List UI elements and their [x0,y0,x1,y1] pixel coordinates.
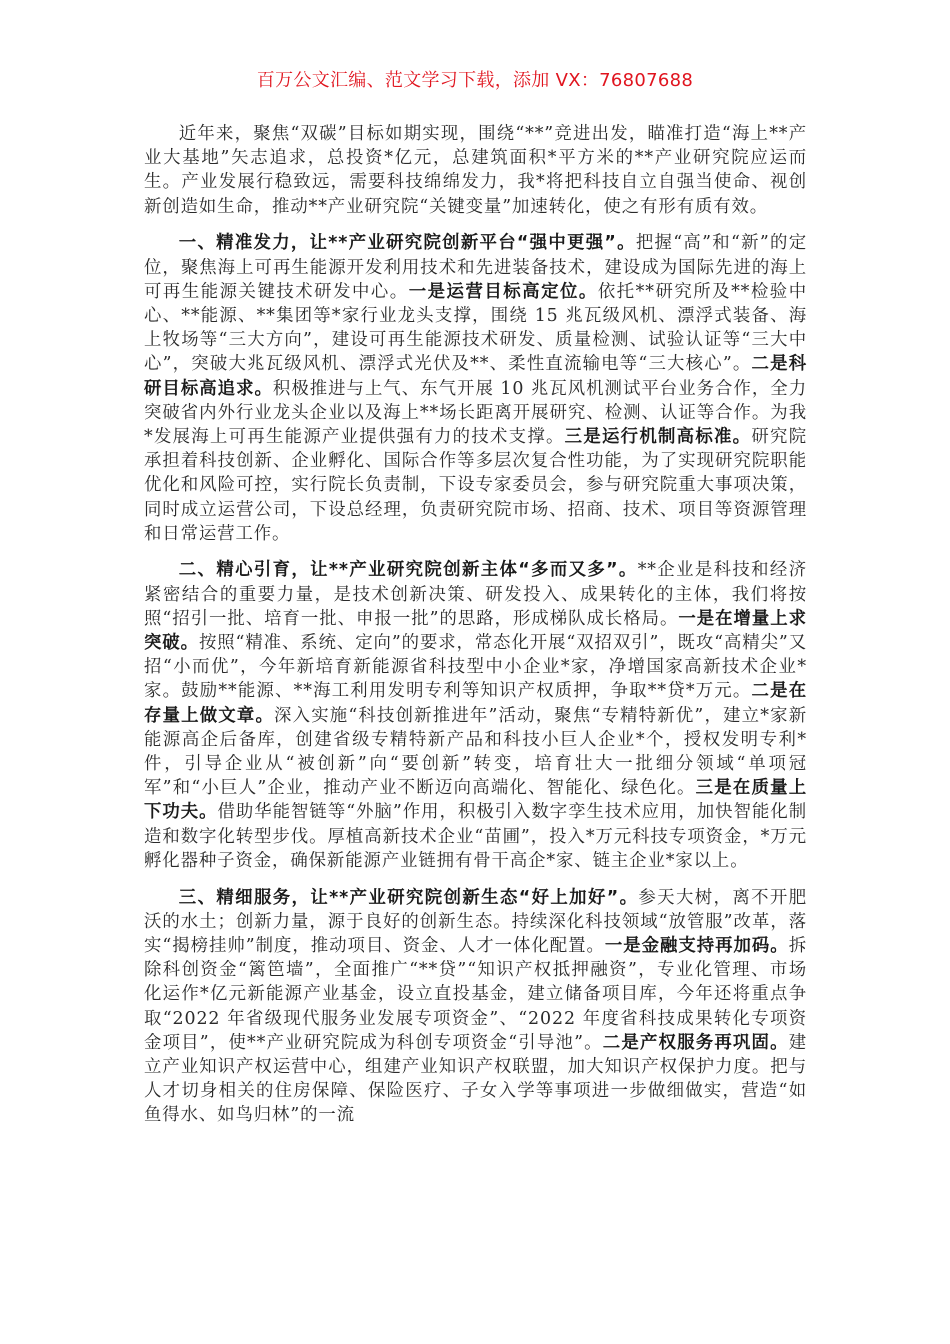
text-segment: 研究院承担着科技创新、企业孵化、国际合作等多层次复合性功能，为了实现研究院职能优化和风险可控，实行院长负责制，下设专家委员会，参与研究院重大事项决策，同时成立运营公司，下设总经理，负责研究院市场、招商、技术、项目等资源管理和日常运营工作。 [144,426,807,544]
text-segment: 依托**研究所及**检验中心、**能源、**集团等*家行业龙头支撑，围绕 15 兆瓦级风机、漂浮式装备、海上牧场等“三大方向”，建设可再生能源技术研发、质量检测、试验认证等“三大中心”，突破大兆瓦级风机、漂浮式光伏及**、柔性直流输电等“三大核心”。 [144,281,807,375]
section-2-paragraph [144,558,807,873]
text-segment: 近年来，聚焦“双碳”目标如期实现，围绕“**”竞进出发，瞄准打造“海上**产业大基地”矢志追求，总投资*亿元，总建筑面积*平方米的**产业研究院应运而生。产业发展行稳致远，需要科技绵绵发力，我*将把科技自立自强当使命、视创新创造如生命，推动**产业研究院“关键变量”加速转化，使之有形有质有效。 [144,124,807,217]
text-segment: 深入实施“科技创新推进年”活动，聚焦“专精特新优”，建立*家新能源高企后备库，创建省级专精特新产品和科技小巨人企业*个，授权发明专利*件，引导企业从“被创新”向“要创新”转变，培育壮大一批细分领域“单项冠军”和“小巨人”企业，推动产业不断迈向高端化、智能化、绿色化。 [144,705,807,799]
section-2-heading: 二、精心引育，让**产业研究院创新主体“多而又多”。 [178,560,638,581]
section-1-paragraph [144,231,807,546]
subpoint-heading: 二是科研目标高追求。 [144,354,807,399]
watermark-banner: 百万公文汇编、范文学习下载，添加 VX：76807688 [256,70,694,91]
text-segment: 借助华能智链等“外脑”作用，积极引入数字孪生技术应用，加快智能化制造和数字化转型步伐。厚植高新技术企业“苗圃”，投入*万元科技专项资金，*万元孵化器种子资金，确保新能源产业链拥有骨干高企*家、链主企业*家以上。 [144,802,807,871]
text-segment: **企业是科技和经济紧密结合的重要力量，是技术创新决策、研发投入、成果转化的主体，我们将按照“招引一批、培育一批、申报一批”的思路，形成梯队成长格局。 [144,560,807,629]
document-body [144,122,807,1140]
section-1-heading: 一、精准发力，让**产业研究院创新平台“强中更强”。 [178,233,636,254]
text-segment: 把握“高”和“新”的定位，聚焦海上可再生能源开发利用技术和先进装备技术，建设成为国际先进的海上可再生能源关键技术研发中心。 [144,233,807,302]
subpoint-heading: 一是运营目标高定位。 [408,281,598,302]
intro-paragraph [144,122,807,219]
text-segment: 按照“精准、系统、定向”的要求，常态化开展“双招双引”，既攻“高精尖”又招“小而优”，今年新培育新能源省科技型中小企业*家，净增国家高新技术企业*家。鼓励**能源、**海工利用发明专利等知识产权质押，争取**贷*万元。 [144,633,808,702]
subpoint-heading: 一是金融支持再加码。 [604,936,789,956]
text-segment: 拆除科创资金“篱笆墙”，全面推广“**贷”“知识产权抵押融资”，专业化管理、市场化运作*亿元新能源产业基金，设立直投基金，建立储备项目库，今年还将重点争取“2022 年省级现代服务业发展专项资金”、“2022 年度省科技成果转化专项资金项目”，使**产业研究院成为科创专项资金“引导池”。 [144,936,807,1053]
subpoint-heading: 二是产权服务再巩固。 [602,1032,789,1053]
subpoint-heading: 三是在质量上下功夫。 [144,778,807,823]
subpoint-heading: 一是在增量上求突破。 [144,608,807,654]
subpoint-heading: 二是在存量上做文章。 [144,681,807,726]
section-3-heading: 三、精细服务，让**产业研究院创新生态“好上加好”。 [178,887,639,908]
text-segment: 建立产业知识产权运营中心，组建产业知识产权联盟，加大知识产权保护力度。把与人才切身相关的住房保障、保险医疗、子女入学等事项进一步做细做实，营造“如鱼得水、如鸟归林”的一流 [144,1032,807,1126]
text-segment: 参天大树，离不开肥沃的水土；创新力量，源于良好的创新生态。持续深化科技领域“放管服”改革，落实“揭榜挂帅”制度，推动项目、资金、人才一体化配置。 [144,887,807,956]
subpoint-heading: 三是运行机制高标准。 [564,426,752,447]
section-3-paragraph [144,886,807,1128]
text-segment: 积极推进与上气、东气开展 10 兆瓦风机测试平台业务合作，全力突破省内外行业龙头企业以及海上**场长距离开展研究、检测、认证等合作。为我*发展海上可再生能源产业提供强有力的技术支撑。 [144,378,807,447]
